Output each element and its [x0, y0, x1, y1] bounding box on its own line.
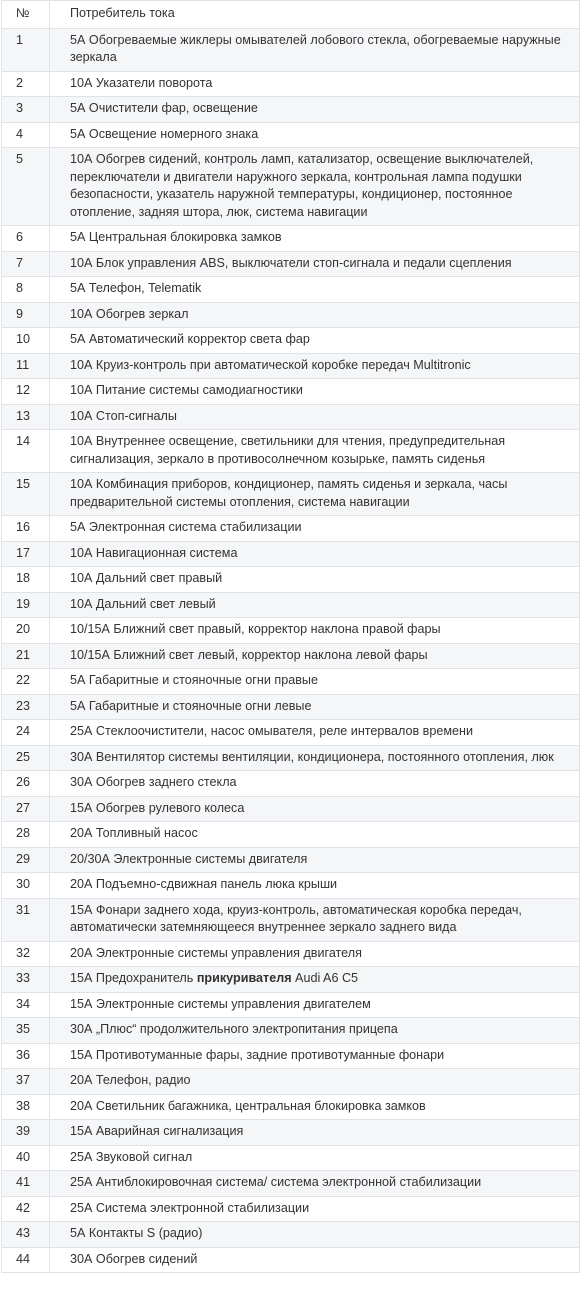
table-row — [2, 430, 580, 473]
table-row — [2, 967, 580, 993]
fuse-number: 28 — [2, 822, 50, 848]
fuse-number: 33 — [2, 967, 50, 993]
table-row — [2, 328, 580, 354]
table-row — [2, 353, 580, 379]
table-row — [2, 1069, 580, 1095]
fuse-table — [1, 0, 580, 1273]
table-row — [2, 1247, 580, 1273]
fuse-consumer: 10А Обогрев зеркал — [50, 302, 580, 328]
fuse-number: 26 — [2, 771, 50, 797]
table-row — [2, 226, 580, 252]
fuse-number: 3 — [2, 97, 50, 123]
fuse-consumer: 10/15А Ближний свет левый, корректор наклона левой фары — [50, 643, 580, 669]
fuse-consumer: 15А Фонари заднего хода, круиз-контроль, автоматическая коробка передач, автоматически затемняющееся внутреннее зеркало заднего вида — [50, 898, 580, 941]
fuse-consumer: 15А Обогрев рулевого колеса — [50, 796, 580, 822]
fuse-number: 15 — [2, 473, 50, 516]
fuse-consumer-text: Audi A6 C5 — [291, 971, 359, 985]
fuse-consumer: 10А Комбинация приборов, кондиционер, память сиденья и зеркала, часы предварительной системы отопления, система навигации — [50, 473, 580, 516]
fuse-number: 14 — [2, 430, 50, 473]
fuse-consumer: 10А Стоп-сигналы — [50, 404, 580, 430]
fuse-number: 10 — [2, 328, 50, 354]
fuse-consumer: 5А Габаритные и стояночные огни правые — [50, 669, 580, 695]
header-number: № — [2, 1, 50, 29]
fuse-number: 29 — [2, 847, 50, 873]
fuse-consumer-text: 15А Предохранитель — [70, 971, 197, 985]
fuse-consumer: 10/15А Ближний свет правый, корректор наклона правой фары — [50, 618, 580, 644]
fuse-number: 23 — [2, 694, 50, 720]
fuse-number: 30 — [2, 873, 50, 899]
table-row — [2, 71, 580, 97]
table-row — [2, 148, 580, 226]
fuse-consumer: 5А Очистители фар, освещение — [50, 97, 580, 123]
table-row — [2, 1171, 580, 1197]
fuse-number: 38 — [2, 1094, 50, 1120]
fuse-number: 11 — [2, 353, 50, 379]
fuse-number: 43 — [2, 1222, 50, 1248]
table-row — [2, 277, 580, 303]
fuse-number: 7 — [2, 251, 50, 277]
fuse-number: 32 — [2, 941, 50, 967]
fuse-consumer — [50, 967, 580, 993]
fuse-number: 34 — [2, 992, 50, 1018]
fuse-consumer: 20А Топливный насос — [50, 822, 580, 848]
table-row — [2, 567, 580, 593]
table-row — [2, 847, 580, 873]
fuse-consumer: 10А Внутреннее освещение, светильники для чтения, предупредительная сигнализация, зеркало в противосолнечном козырьке, память сиденья — [50, 430, 580, 473]
fuse-number: 22 — [2, 669, 50, 695]
fuse-number: 37 — [2, 1069, 50, 1095]
fuse-consumer: 15А Аварийная сигнализация — [50, 1120, 580, 1146]
fuse-number: 40 — [2, 1145, 50, 1171]
table-row — [2, 618, 580, 644]
table-row — [2, 97, 580, 123]
table-row — [2, 669, 580, 695]
fuse-number: 21 — [2, 643, 50, 669]
table-row — [2, 694, 580, 720]
fuse-number: 17 — [2, 541, 50, 567]
table-row — [2, 643, 580, 669]
table-row — [2, 516, 580, 542]
fuse-consumer: 5А Центральная блокировка замков — [50, 226, 580, 252]
fuse-number: 19 — [2, 592, 50, 618]
table-row — [2, 992, 580, 1018]
fuse-consumer: 20А Светильник багажника, центральная блокировка замков — [50, 1094, 580, 1120]
fuse-consumer: 30А Обогрев заднего стекла — [50, 771, 580, 797]
table-header — [2, 1, 580, 29]
fuse-consumer: 10А Обогрев сидений, контроль ламп, катализатор, освещение выключателей, переключатели и двигатели наружного зеркала, контрольная лампа подушки безопасности, указатель наружной температуры, кондиционер, постоянное отопление, задняя штора, люк, система навигации — [50, 148, 580, 226]
fuse-number: 24 — [2, 720, 50, 746]
table-row — [2, 541, 580, 567]
fuse-number: 27 — [2, 796, 50, 822]
table-body — [2, 28, 580, 1273]
fuse-consumer: 30А Обогрев сидений — [50, 1247, 580, 1273]
fuse-consumer: 30А Вентилятор системы вентиляции, кондиционера, постоянного отопления, люк — [50, 745, 580, 771]
fuse-number: 6 — [2, 226, 50, 252]
fuse-consumer: 5А Автоматический корректор света фар — [50, 328, 580, 354]
fuse-consumer: 5А Габаритные и стояночные огни левые — [50, 694, 580, 720]
fuse-consumer: 10А Навигационная система — [50, 541, 580, 567]
fuse-number: 31 — [2, 898, 50, 941]
table-row — [2, 1043, 580, 1069]
table-row — [2, 302, 580, 328]
table-row — [2, 771, 580, 797]
table-row — [2, 473, 580, 516]
fuse-number: 20 — [2, 618, 50, 644]
fuse-consumer: 5А Электронная система стабилизации — [50, 516, 580, 542]
fuse-number: 42 — [2, 1196, 50, 1222]
fuse-consumer: 5А Обогреваемые жиклеры омывателей лобового стекла, обогреваемые наружные зеркала — [50, 28, 580, 71]
table-row — [2, 796, 580, 822]
table-row — [2, 28, 580, 71]
fuse-consumer: 10А Питание системы самодиагностики — [50, 379, 580, 405]
header-row — [2, 1, 580, 29]
table-row — [2, 404, 580, 430]
fuse-consumer: 20А Электронные системы управления двигателя — [50, 941, 580, 967]
table-row — [2, 898, 580, 941]
fuse-consumer: 10А Дальний свет левый — [50, 592, 580, 618]
fuse-consumer: 5А Контакты S (радио) — [50, 1222, 580, 1248]
table-row — [2, 1196, 580, 1222]
table-row — [2, 1145, 580, 1171]
fuse-number: 41 — [2, 1171, 50, 1197]
fuse-consumer: 10А Блок управления ABS, выключатели стоп-сигнала и педали сцепления — [50, 251, 580, 277]
table-row — [2, 873, 580, 899]
fuse-consumer: 25А Стеклоочистители, насос омывателя, реле интервалов времени — [50, 720, 580, 746]
table-row — [2, 720, 580, 746]
fuse-consumer: 10А Указатели поворота — [50, 71, 580, 97]
fuse-number: 2 — [2, 71, 50, 97]
fuse-number: 8 — [2, 277, 50, 303]
fuse-number: 1 — [2, 28, 50, 71]
fuse-consumer: 30А „Плюс“ продолжительного электропитания прицепа — [50, 1018, 580, 1044]
table-row — [2, 822, 580, 848]
table-row — [2, 745, 580, 771]
table-row — [2, 379, 580, 405]
fuse-consumer: 5А Телефон, Telematik — [50, 277, 580, 303]
fuse-consumer-emphasis: прикуривателя — [196, 971, 292, 985]
fuse-consumer: 20/30А Электронные системы двигателя — [50, 847, 580, 873]
fuse-number: 13 — [2, 404, 50, 430]
table-row — [2, 1222, 580, 1248]
table-row — [2, 122, 580, 148]
fuse-consumer: 25А Система электронной стабилизации — [50, 1196, 580, 1222]
table-row — [2, 1018, 580, 1044]
fuse-consumer: 25А Звуковой сигнал — [50, 1145, 580, 1171]
table-row — [2, 941, 580, 967]
fuse-consumer: 15А Электронные системы управления двигателем — [50, 992, 580, 1018]
fuse-number: 5 — [2, 148, 50, 226]
fuse-consumer: 20А Телефон, радио — [50, 1069, 580, 1095]
fuse-number: 18 — [2, 567, 50, 593]
table-row — [2, 1120, 580, 1146]
fuse-number: 35 — [2, 1018, 50, 1044]
fuse-number: 16 — [2, 516, 50, 542]
table-row — [2, 251, 580, 277]
header-consumer: Потребитель тока — [50, 1, 580, 29]
fuse-number: 4 — [2, 122, 50, 148]
table-row — [2, 592, 580, 618]
table-row — [2, 1094, 580, 1120]
fuse-consumer: 15А Противотуманные фары, задние противотуманные фонари — [50, 1043, 580, 1069]
fuse-number: 44 — [2, 1247, 50, 1273]
fuse-consumer: 5А Освещение номерного знака — [50, 122, 580, 148]
fuse-number: 39 — [2, 1120, 50, 1146]
fuse-consumer: 10А Круиз-контроль при автоматической коробке передач Multitronic — [50, 353, 580, 379]
fuse-number: 12 — [2, 379, 50, 405]
fuse-number: 9 — [2, 302, 50, 328]
fuse-consumer: 20А Подъемно-сдвижная панель люка крыши — [50, 873, 580, 899]
fuse-consumer: 25А Антиблокировочная система/ система электронной стабилизации — [50, 1171, 580, 1197]
fuse-consumer: 10А Дальний свет правый — [50, 567, 580, 593]
fuse-number: 36 — [2, 1043, 50, 1069]
fuse-number: 25 — [2, 745, 50, 771]
